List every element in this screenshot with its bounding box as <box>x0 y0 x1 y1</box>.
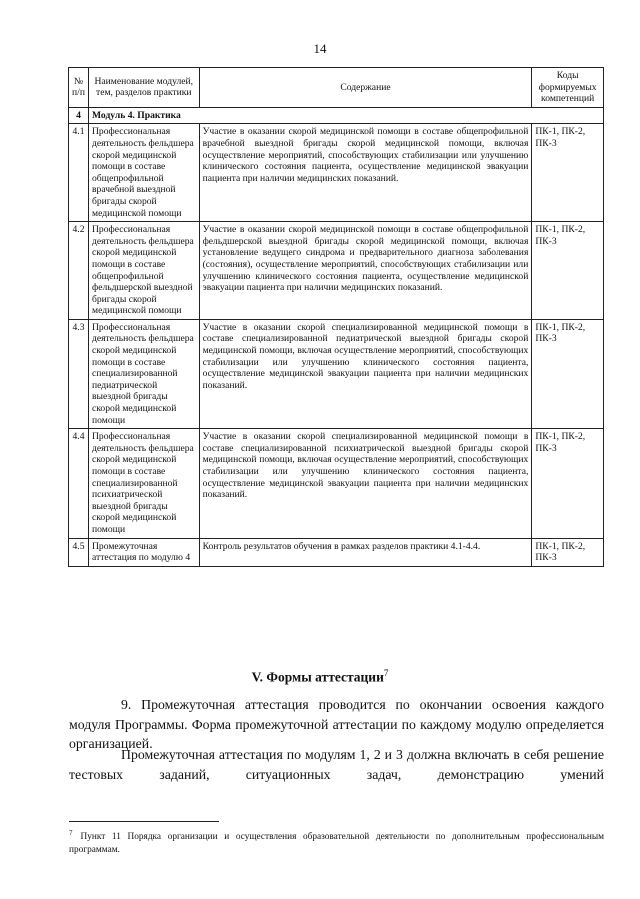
table-row <box>69 222 604 320</box>
header-name: Наименование модулей, тем, разделов практики <box>89 68 200 108</box>
row-num: 4.3 <box>69 319 89 428</box>
footnote-marker: 7 <box>69 829 73 837</box>
module-row <box>69 107 604 124</box>
row-codes: ПК-1, ПК-2, ПК-3 <box>532 124 604 222</box>
footnote-text: Пункт 11 Порядка организации и осуществления образовательной деятельности по дополнительным профессиональным программам. <box>69 832 604 855</box>
row-codes: ПК-1, ПК-2, ПК-3 <box>532 222 604 320</box>
row-num: 4.1 <box>69 124 89 222</box>
row-num: 4.4 <box>69 429 89 538</box>
row-codes: ПК-1, ПК-2, ПК-3 <box>532 429 604 538</box>
page-number: 14 <box>313 41 327 56</box>
paragraph-9: 9. Промежуточная аттестация проводится по окончании освоения каждого модуля Программы. Форма промежуточной аттестации по каждому модулю определяется организацией. <box>69 697 604 751</box>
row-name: Профессиональная деятельность фельдшера скорой медицинской помощи в составе общепрофильной фельдшерской выездной бригады скорой медицинской помощи <box>89 222 200 320</box>
paragraph-continued: Промежуточная аттестация по модулям 1, 2 и 3 должна включать в себя решение тестовых заданий, ситуационных задач, демонстрацию умений <box>69 747 604 782</box>
table-row <box>69 429 604 538</box>
section-title <box>0 668 640 686</box>
row-num: 4.5 <box>69 538 89 566</box>
row-content: Контроль результатов обучения в рамках разделов практики 4.1-4.4. <box>199 538 532 566</box>
table-row <box>69 319 604 428</box>
row-name: Промежуточная аттестация по модулю 4 <box>89 538 200 566</box>
row-content: Участие в оказании скорой медицинской помощи в составе общепрофильной фельдшерской выездной бригады скорой медицинской помощи, включая установление ведущего синдрома и предварительного диагноза заболевания (состояния), осуществление мероприятий, способствующих стабилизации или улучшению клинического состояния пациента, осуществление медицинской эвакуации пациента при наличии медицинских показаний. <box>199 222 532 320</box>
row-content: Участие в оказании скорой специализированной медицинской помощи в составе специализированной педиатрической выездной бригады скорой медицинской помощи, включая осуществление мероприятий, способствующих стабилизации или улучшению клинического состояния пациента, осуществление медицинской эвакуации пациента при наличии медицинских показаний. <box>199 319 532 428</box>
row-codes: ПК-1, ПК-2, ПК-3 <box>532 538 604 566</box>
row-codes: ПК-1, ПК-2, ПК-3 <box>532 319 604 428</box>
table-row <box>69 538 604 566</box>
row-name: Профессиональная деятельность фельдшера скорой медицинской помощи в составе специализированной педиатрической выездной бригады скорой медицинской помощи <box>89 319 200 428</box>
row-content: Участие в оказании скорой специализированной медицинской помощи в составе специализированной психиатрической выездной бригады скорой медицинской помощи, включая осуществление мероприятий, способствующих стабилизации или улучшению клинического состояния пациента, осуществление медицинской эвакуации пациента при наличии медицинских показаний. <box>199 429 532 538</box>
footnote-divider <box>69 821 219 822</box>
header-content: Содержание <box>199 68 532 108</box>
header-codes: Коды формируемых компетенций <box>532 68 604 108</box>
row-name: Профессиональная деятельность фельдшера скорой медицинской помощи в составе специализированной психиатрической выездной бригады скорой медицинской помощи <box>89 429 200 538</box>
section-title-text: V. Формы аттестации <box>251 669 384 685</box>
row-num: 4.2 <box>69 222 89 320</box>
header-num: № п/п <box>69 68 89 108</box>
row-name: Профессиональная деятельность фельдшера скорой медицинской помощи в составе общепрофильной врачебной выездной бригады скорой медицинской помощи <box>89 124 200 222</box>
table-header-row <box>69 68 604 108</box>
practice-table <box>68 67 604 567</box>
module-num: 4 <box>69 107 89 124</box>
row-content: Участие в оказании скорой медицинской помощи в составе общепрофильной врачебной выездной бригады скорой медицинской помощи, включая осуществление мероприятий, способствующих стабилизации или улучшению клинического состояния пациента, осуществление медицинской эвакуации пациента при наличии медицинских показаний. <box>199 124 532 222</box>
module-title: Модуль 4. Практика <box>89 107 604 124</box>
footnote-ref: 7 <box>383 668 389 678</box>
table-row <box>69 124 604 222</box>
footnote <box>69 827 604 856</box>
